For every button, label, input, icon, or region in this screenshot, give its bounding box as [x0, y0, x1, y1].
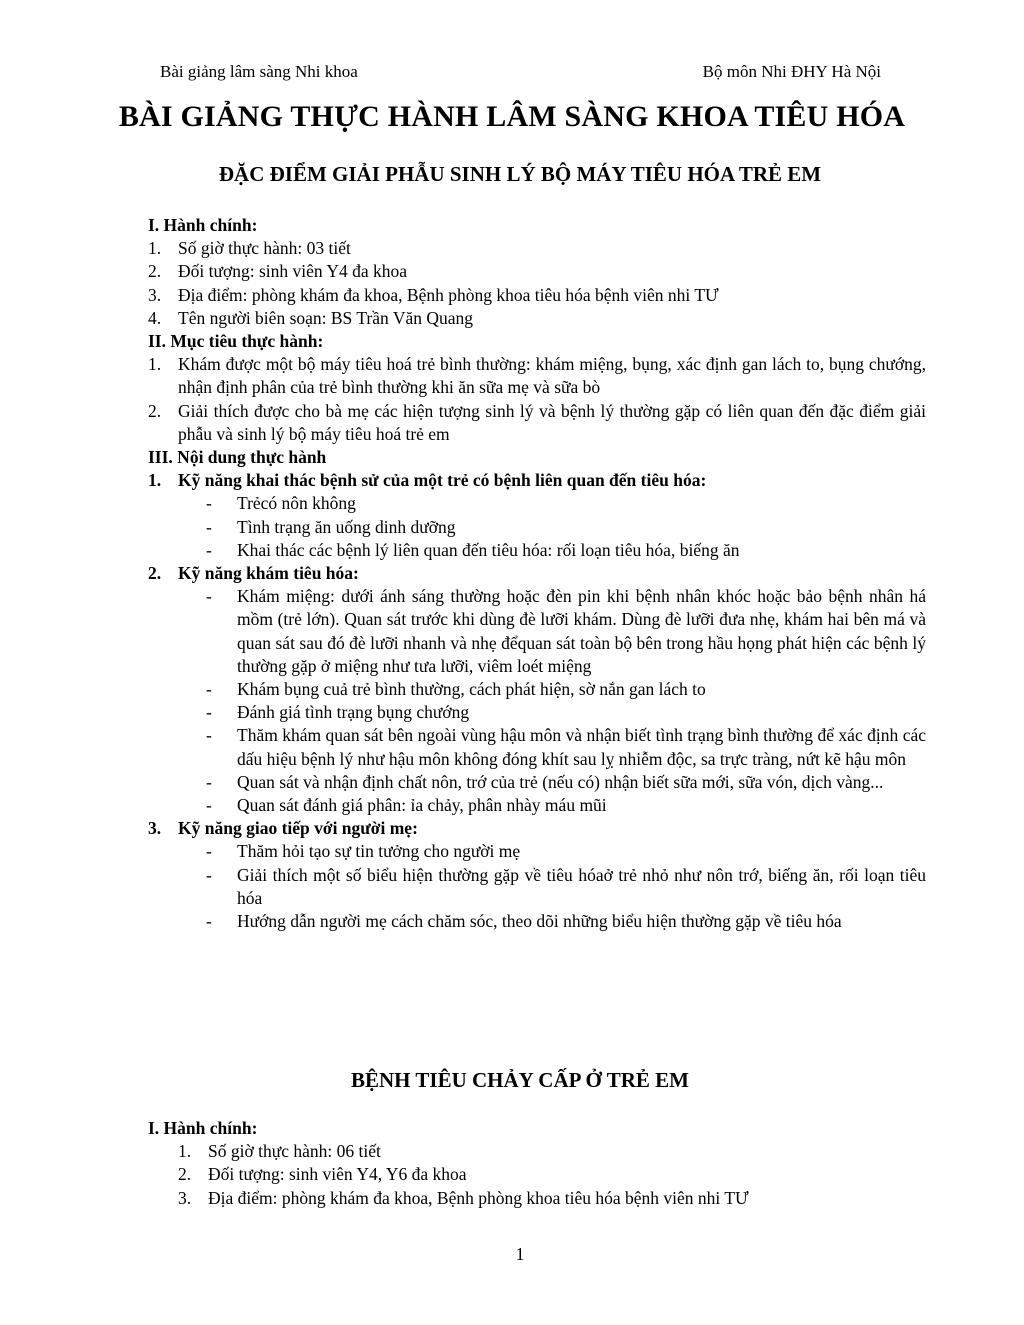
section1-body: [148, 214, 926, 933]
list-item: 2. Giải thích được cho bà mẹ các hiện tượng sinh lý và bệnh lý thường gặp có liên quan đến đặc điểm giải phẫu và sinh lý bộ máy tiêu hoá trẻ em: [148, 400, 926, 444]
section1-heading-content: III. Nội dung thực hành: [148, 447, 327, 468]
skill-heading: 2. Kỹ năng khám tiêu hóa:: [148, 563, 359, 584]
section2-body: [148, 1117, 926, 1210]
list-item: - Khám bụng cuả trẻ bình thường, cách phát hiện, sờ nắn gan lách to: [206, 679, 706, 700]
list-item: - Tình trạng ăn uống dinh dưỡng: [206, 516, 456, 537]
section1-title: ĐẶC ĐIỂM GIẢI PHẪU SINH LÝ BỘ MÁY TIÊU HÓA TRẺ EM: [218, 162, 822, 186]
list-item: - Quan sát và nhận định chất nôn, trớ của trẻ (nếu có) nhận biết sữa mới, sữa vón, dịch vàng...: [206, 771, 884, 792]
section1-heading-admin: I. Hành chính:: [148, 215, 258, 235]
skill-heading: 3. Kỹ năng giao tiếp với người mẹ:: [148, 818, 418, 839]
section2-title: BỆNH TIÊU CHẢY CẤP Ở TRẺ EM: [351, 1068, 689, 1092]
list-item: 1. Số giờ thực hành: 03 tiết: [148, 238, 351, 259]
list-item: 2. Đối tượng: sinh viên Y4, Y6 đa khoa: [178, 1164, 467, 1185]
list-item: - Khám miệng: dưới ánh sáng thường hoặc đèn pin khi bệnh nhân khóc hoặc bảo bệnh nhân há mồm (trẻ lớn). Quan sát trước khi dùng đè lưỡi khám. Dùng đè lưỡi đưa nhẹ, khám hai bên má và quan sát sau đó đè lưỡi nhanh và nhẹ đểquan sát toàn bộ bên trong hầu họng phát hiện các bệnh lý thường gặp ở miệng như tưa lưỡi, viêm loét miệng: [206, 586, 926, 676]
list-item: - Hướng dẫn người mẹ cách chăm sóc, theo dõi những biểu hiện thường gặp về tiêu hóa: [206, 911, 842, 932]
list-item: 2. Đối tượng: sinh viên Y4 đa khoa: [148, 261, 408, 282]
page-number: 1: [515, 1244, 525, 1264]
skill-heading: 1. Kỹ năng khai thác bệnh sử của một trẻ có bệnh liên quan đến tiêu hóa:: [148, 470, 707, 491]
header-right: Bộ môn Nhi ĐHY Hà Nội: [702, 62, 881, 81]
list-item: - Trẻcó nôn không: [206, 493, 356, 514]
list-item: 3. Địa điểm: phòng khám đa khoa, Bệnh phòng khoa tiêu hóa bệnh viên nhi TƯ: [148, 284, 719, 305]
header-left: Bài giảng lâm sàng Nhi khoa: [160, 62, 358, 81]
section2-heading-admin: I. Hành chính:: [148, 1118, 258, 1138]
list-item: - Thăm hỏi tạo sự tin tưởng cho người mẹ: [206, 841, 521, 862]
list-item: - Khai thác các bệnh lý liên quan đến tiêu hóa: rối loạn tiêu hóa, biếng ăn: [206, 539, 740, 560]
list-item: - Quan sát đánh giá phân: ỉa chảy, phân nhày máu mũi: [206, 795, 607, 816]
list-item: 1. Số giờ thực hành: 06 tiết: [178, 1141, 381, 1162]
list-item: 1. Khám được một bộ máy tiêu hoá trẻ bình thường: khám miệng, bụng, xác định gan lách to, bụng chướng, nhận định phân của trẻ bình thường khi ăn sữa mẹ và sữa bò: [148, 354, 926, 398]
section1-heading-objectives: II. Mục tiêu thực hành:: [148, 331, 324, 352]
list-item: 3. Địa điểm: phòng khám đa khoa, Bệnh phòng khoa tiêu hóa bệnh viên nhi TƯ: [178, 1187, 749, 1208]
document-title: BÀI GIẢNG THỰC HÀNH LÂM SÀNG KHOA TIÊU HÓA: [118, 100, 906, 133]
list-item: - Đánh giá tình trạng bụng chướng: [206, 702, 470, 723]
list-item: 4. Tên người biên soạn: BS Trần Văn Quang: [148, 307, 474, 328]
list-item: - Giải thích một số biểu hiện thường gặp về tiêu hóaở trẻ nhỏ như nôn trớ, biếng ăn, rối loạn tiêu hóa: [206, 864, 926, 908]
list-item: - Thăm khám quan sát bên ngoài vùng hậu môn và nhận biết tình trạng bình thường để xác định các dấu hiệu bệnh lý như hậu môn không đóng khít sau lỵ nhiễm độc, sa trực tràng, nứt kẽ hậu môn: [206, 725, 926, 769]
